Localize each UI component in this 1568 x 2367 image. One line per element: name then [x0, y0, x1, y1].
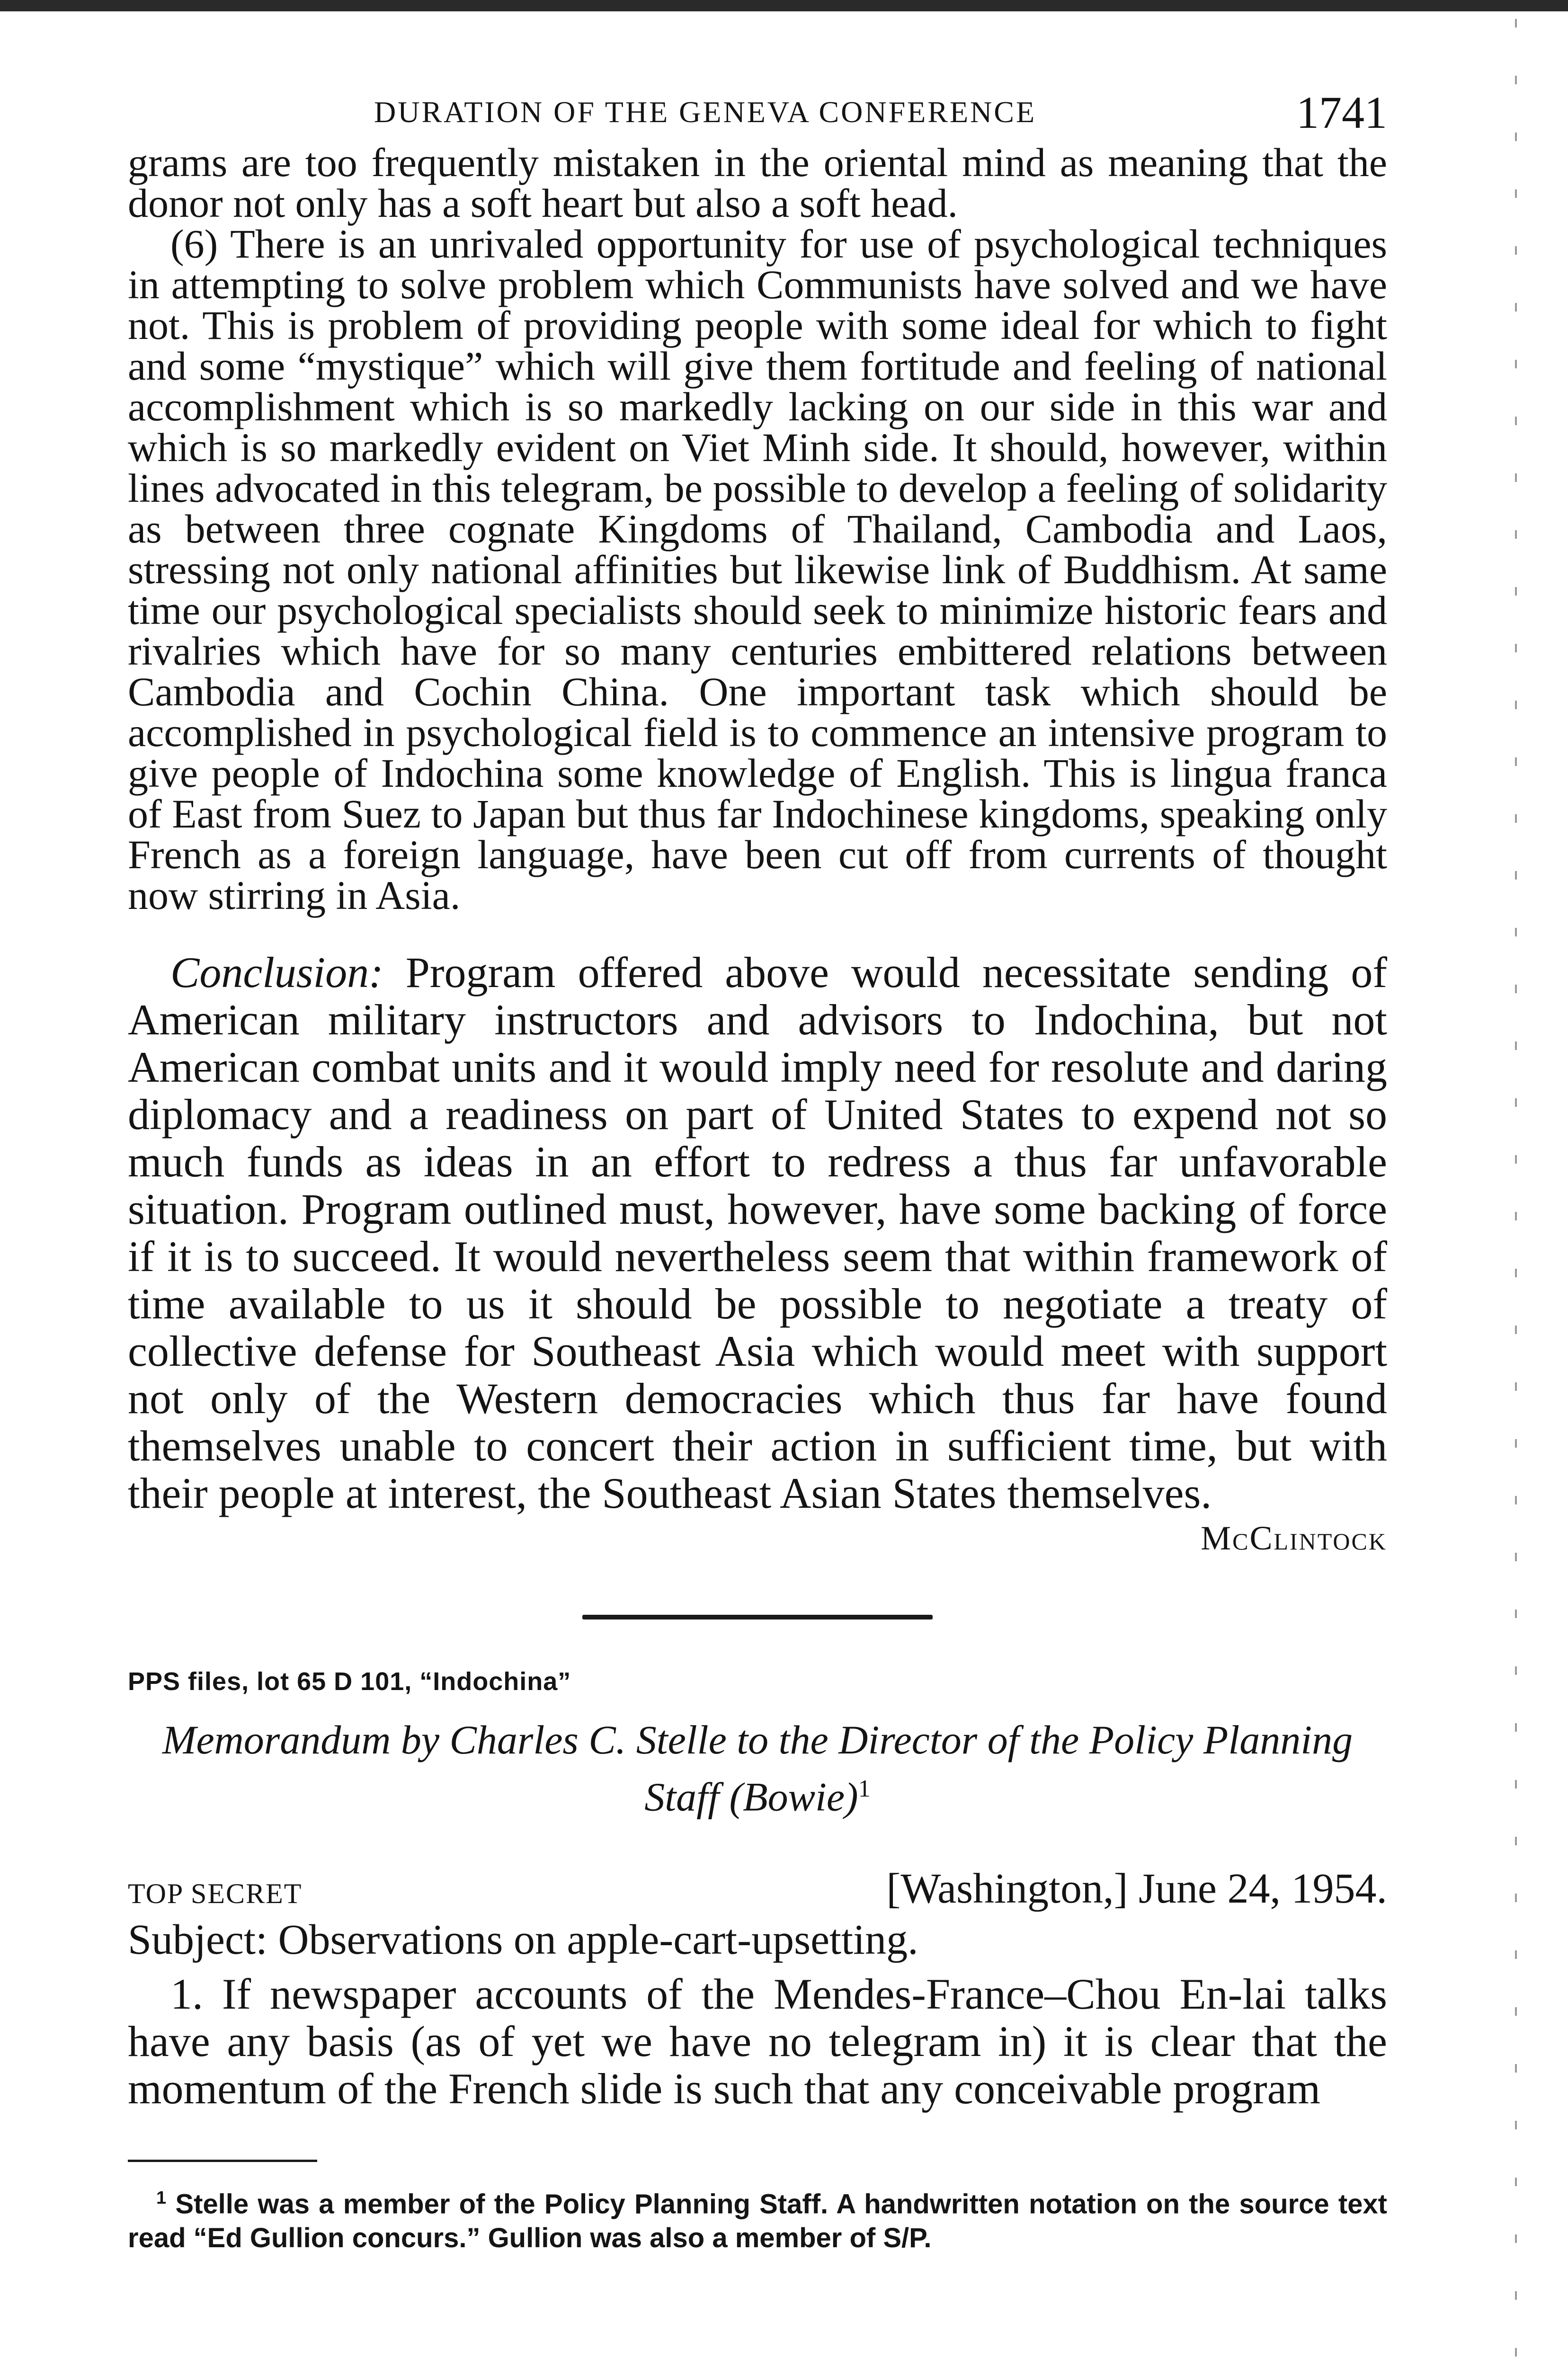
- top-scan-edge: [0, 0, 1568, 11]
- footnote-text: Stelle was a member of the Policy Planning Staff. A handwritten notation on the source text read “Ed Gullion concurs.” Gullion was also a member of S/P.: [128, 2188, 1387, 2253]
- page-number: 1741: [1296, 87, 1387, 138]
- document-page: [128, 76, 1387, 2255]
- footnote: [128, 2181, 1387, 2255]
- memo-paragraph-1: 1. If newspaper accounts of the Mendes-France–Chou En-lai talks have any basis (as of yet we have no telegram in) it is clear that the momentum of the French slide is such that any conceivable program: [128, 1969, 1387, 2113]
- section-divider: [582, 1615, 933, 1620]
- dateline-row: [128, 1864, 1387, 1916]
- conclusion-text: Program offered above would necessitate sending of American military instructors and advisors to Indochina, but not American combat units and it would imply need for resolute and daring diplomacy and a readiness on part of United States to expend not so much funds as ideas in an effort to redress a thus far unfavorable situation. Program outlined must, however, have some backing of force if it is to succeed. It would nevertheless seem that within framework of time available to us it should be possible to negotiate a treaty of collective defense for Southeast Asia which would meet with support not only of the Western democracies which thus far have found themselves unable to concert their action in sufficient time, but with their people at interest, the Southeast Asian States themselves.: [128, 948, 1387, 1517]
- memo-title-text: Memorandum by Charles C. Stelle to the Director of the Policy Planning Staff (Bowie): [162, 1717, 1353, 1820]
- margin-perforation: [1515, 19, 1517, 2367]
- source-citation: PPS files, lot 65 D 101, “Indochina”: [128, 1667, 571, 1696]
- footnote-reference: 1: [858, 1775, 871, 1802]
- classification-label: TOP SECRET: [128, 1878, 303, 1909]
- memo-title: [128, 1715, 1387, 1822]
- running-title: DURATION OF THE GENEVA CONFERENCE: [374, 95, 1037, 129]
- dateline: [Washington,] June 24, 1954.: [886, 1865, 1387, 1912]
- continuation-paragraph: grams are too frequently mistaken in the oriental mind as meaning that the donor not only has a soft heart but also a soft head.: [128, 140, 1387, 226]
- item-6-paragraph: (6) There is an unrivaled opportunity for use of psychological techniques in attempting to solve problem which Communists have solved and we have not. This is problem of providing people with some ideal for which to fight and some “mystique” which will give them fortitude and feeling of national accomplishment which is so markedly lacking on our side in this war and which is so markedly evident on Viet Minh side. It should, however, within lines advocated in this telegram, be possible to develop a feeling of solidarity as between three cognate Kingdoms of Thailand, Cambodia and Laos, stressing not only national affinities but likewise link of Buddhism. At same time our psychological specialists should seek to minimize historic fears and rivalries which have for so many centuries embittered relations between Cambodia and Cochin China. One important task which should be accomplished in psychological field is to commence an intensive program to give people of Indochina some knowledge of English. This is lingua franca of East from Suez to Japan but thus far Indochinese kingdoms, speaking only French as a foreign language, have been cut off from currents of thought now stirring in Asia.: [128, 221, 1387, 918]
- conclusion-paragraph: [128, 949, 1387, 1517]
- subject-line: Subject: Observations on apple-cart-upsetting.: [128, 1916, 918, 1963]
- footnote-rule: [128, 2160, 317, 2162]
- signature: McClintock: [1201, 1519, 1387, 1557]
- footnote-marker: 1: [156, 2188, 167, 2208]
- conclusion-label: Conclusion:: [170, 948, 383, 997]
- running-head: [128, 76, 1387, 142]
